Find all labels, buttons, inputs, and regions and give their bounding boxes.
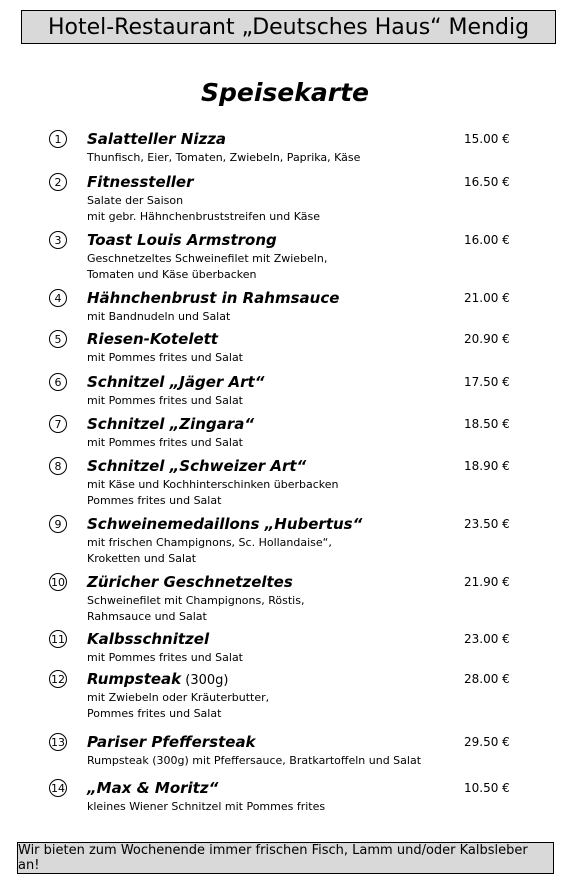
item-number: 10 xyxy=(49,573,67,591)
item-name xyxy=(87,779,218,797)
item-name-text: Schnitzel „Schweizer Art“ xyxy=(87,457,307,475)
item-description-line: mit Zwiebeln oder Kräuterbutter, xyxy=(87,691,270,704)
item-description-line: Thunfisch, Eier, Tomaten, Zwiebeln, Paprika, Käse xyxy=(87,151,361,164)
item-name-text: Pariser Pfeffersteak xyxy=(87,733,256,751)
item-number: 8 xyxy=(49,457,67,475)
item-description-line: Pommes frites und Salat xyxy=(87,707,222,720)
item-name-text: Schnitzel „Zingara“ xyxy=(87,415,255,433)
restaurant-header xyxy=(21,10,556,44)
restaurant-name: Hotel-Restaurant „Deutsches Haus“ Mendig xyxy=(47,14,530,40)
item-price: 16.00 € xyxy=(464,233,510,247)
item-description-line: mit Pommes frites und Salat xyxy=(87,651,243,664)
item-description-line: Rumpsteak (300g) mit Pfeffersauce, Bratkartoffeln und Salat xyxy=(87,754,422,767)
item-name-text: Riesen-Kotelett xyxy=(87,330,218,348)
item-name-text: Züricher Geschnetzeltes xyxy=(87,573,293,591)
item-price: 10.50 € xyxy=(464,781,510,795)
item-description xyxy=(87,393,243,409)
item-description-line: mit Pommes frites und Salat xyxy=(87,436,243,449)
item-description-line: Pommes frites und Salat xyxy=(87,494,222,507)
item-name xyxy=(87,415,254,433)
item-name-text: Hähnchenbrust in Rahmsauce xyxy=(87,289,340,307)
item-description-line: Rahmsauce und Salat xyxy=(87,610,207,623)
item-description-line: mit Bandnudeln und Salat xyxy=(87,310,231,323)
item-description-line: mit Käse und Kochhinterschinken überbacken xyxy=(87,478,339,491)
item-number: 9 xyxy=(49,515,67,533)
item-description xyxy=(87,593,304,625)
item-name xyxy=(87,630,209,648)
item-description-line: Salate der Saison xyxy=(87,194,184,207)
item-name xyxy=(87,733,256,751)
item-number: 7 xyxy=(49,415,67,433)
item-name xyxy=(87,289,339,307)
item-name-text: Salatteller Nizza xyxy=(87,130,227,148)
item-description-line: mit frischen Champignons, Sc. Hollandaise“, xyxy=(87,536,332,549)
item-price: 18.90 € xyxy=(464,459,510,473)
item-name xyxy=(87,373,264,391)
item-price: 21.00 € xyxy=(464,291,510,305)
item-price: 17.50 € xyxy=(464,375,510,389)
item-description-line: Tomaten und Käse überbacken xyxy=(87,268,257,281)
item-name xyxy=(87,457,306,475)
item-description-line: mit gebr. Hähnchenbruststreifen und Käse xyxy=(87,210,320,223)
item-number: 11 xyxy=(49,630,67,648)
item-description xyxy=(87,650,243,666)
item-price: 15.00 € xyxy=(464,132,510,146)
item-name-text: Fitnessteller xyxy=(87,173,194,191)
item-name xyxy=(87,130,226,148)
item-number: 3 xyxy=(49,231,67,249)
item-price: 23.00 € xyxy=(464,632,510,646)
item-number: 13 xyxy=(49,733,67,751)
item-description-line: Schweinefilet mit Champignons, Röstis, xyxy=(87,594,305,607)
item-description xyxy=(87,150,360,166)
item-price: 23.50 € xyxy=(464,517,510,531)
item-number: 12 xyxy=(49,670,67,688)
item-description xyxy=(87,799,325,815)
item-number: 14 xyxy=(49,779,67,797)
item-description-line: Kroketten und Salat xyxy=(87,552,197,565)
item-price: 21.90 € xyxy=(464,575,510,589)
item-number: 5 xyxy=(49,330,67,348)
item-name-extra: (300g) xyxy=(181,673,229,688)
item-name-text: Kalbsschnitzel xyxy=(87,630,210,648)
item-description xyxy=(87,309,230,325)
item-number: 2 xyxy=(49,173,67,191)
item-description-line: kleines Wiener Schnitzel mit Pommes frites xyxy=(87,800,326,813)
item-description xyxy=(87,753,421,769)
item-description xyxy=(87,193,320,225)
item-name xyxy=(87,515,362,533)
item-price: 16.50 € xyxy=(464,175,510,189)
item-description xyxy=(87,435,243,451)
item-name xyxy=(87,573,293,591)
item-description xyxy=(87,690,269,722)
item-price: 28.00 € xyxy=(464,672,510,686)
item-name-text: Schweinemedaillons „Hubertus“ xyxy=(87,515,363,533)
item-price: 20.90 € xyxy=(464,332,510,346)
footer-notice xyxy=(17,842,554,874)
item-description-line: mit Pommes frites und Salat xyxy=(87,394,243,407)
item-number: 4 xyxy=(49,289,67,307)
item-name-text: Rumpsteak xyxy=(87,670,182,688)
item-description-line: Geschnetzeltes Schweinefilet mit Zwiebeln, xyxy=(87,252,328,265)
item-name xyxy=(87,231,277,249)
item-description xyxy=(87,477,339,509)
item-name-text: Toast Louis Armstrong xyxy=(87,231,277,249)
item-number: 1 xyxy=(49,130,67,148)
footer-text: Wir bieten zum Wochenende immer frischen Fisch, Lamm und/oder Kalbsleber an! xyxy=(18,843,528,873)
menu-title: Speisekarte xyxy=(201,78,369,107)
item-price: 29.50 € xyxy=(464,735,510,749)
item-price: 18.50 € xyxy=(464,417,510,431)
item-number: 6 xyxy=(49,373,67,391)
item-name-text: „Max & Moritz“ xyxy=(87,779,219,797)
item-description xyxy=(87,251,327,283)
item-description xyxy=(87,350,243,366)
item-name xyxy=(87,173,193,191)
item-name xyxy=(87,330,218,348)
item-name xyxy=(87,670,229,688)
item-description-line: mit Pommes frites und Salat xyxy=(87,351,243,364)
item-name-text: Schnitzel „Jäger Art“ xyxy=(87,373,265,391)
item-description xyxy=(87,535,332,567)
